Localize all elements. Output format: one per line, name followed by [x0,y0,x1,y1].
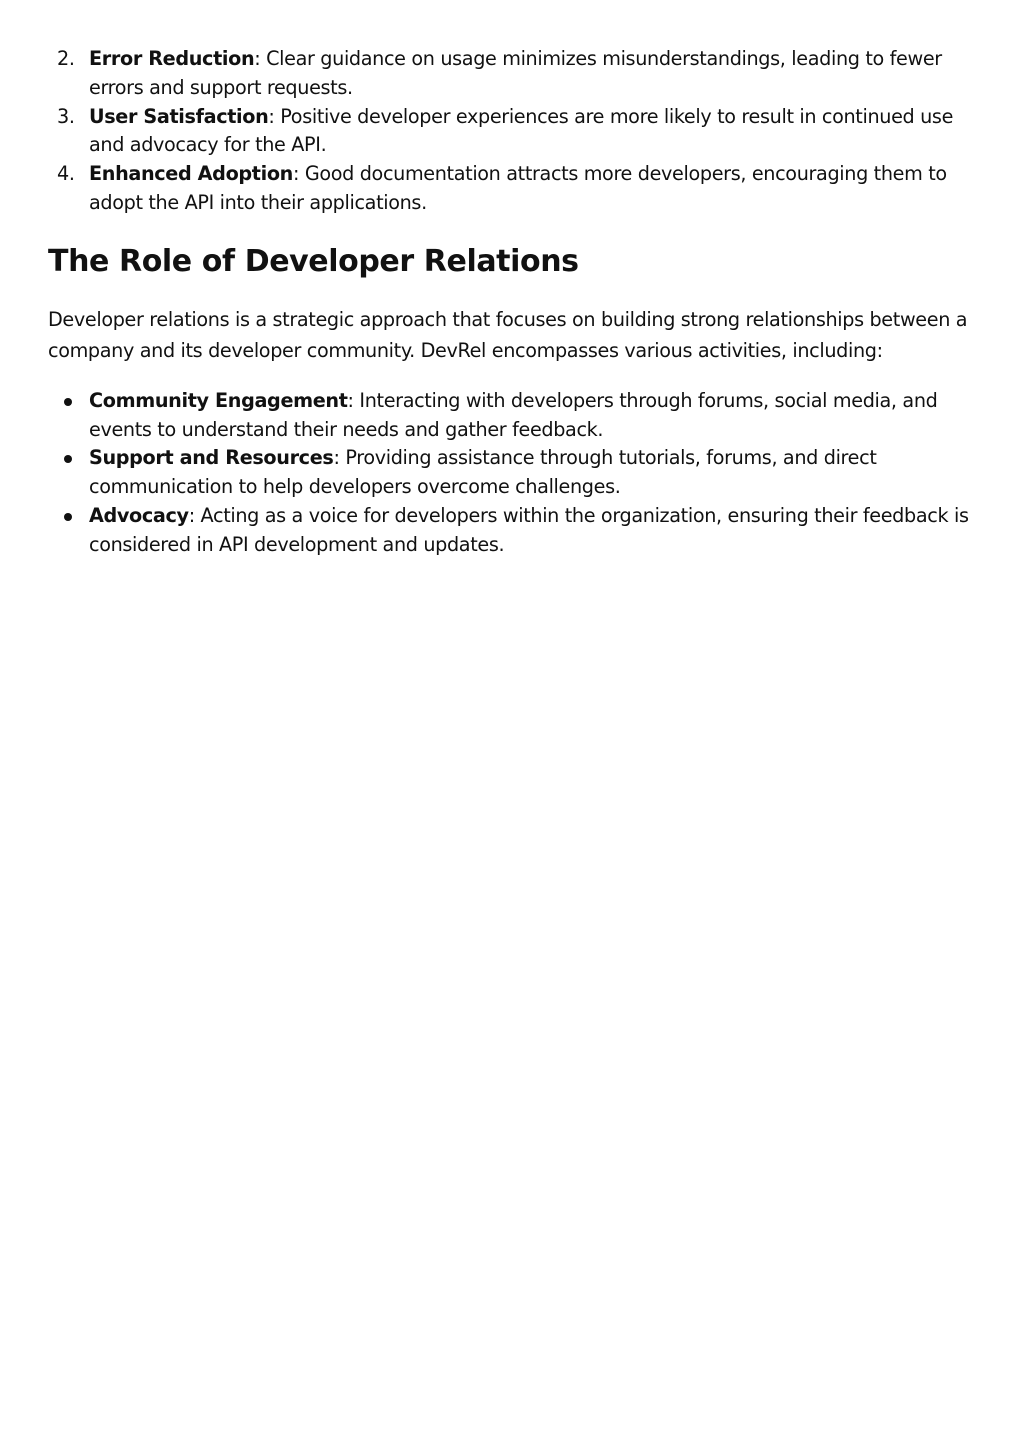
bullet-icon [64,455,72,463]
list-item [48,160,978,218]
list-item-text: : Providing assistance through tutorials, forums, and direct communication to help developers overcome challenges. [89,446,877,499]
list-item [48,45,978,103]
bullet-icon [64,398,72,406]
list-item [48,502,978,560]
list-number: 3. [57,104,75,128]
section-heading: The Role of Developer Relations [48,243,579,279]
list-item-term: User Satisfaction [89,104,269,128]
list-item-term: Community Engagement [89,388,348,412]
list-item [48,103,978,161]
list-item-term: Support and Resources [89,446,334,470]
numbered-list [48,45,978,218]
list-item [48,387,978,445]
list-item-term: Error Reduction [89,47,255,70]
list-item-text: : Acting as a voice for developers within the organization, ensuring their feedback is considered in API development and updates. [89,503,969,556]
list-item-text: : Interacting with developers through forums, social media, and events to understand their needs and gather feedback. [89,388,938,441]
list-number: 2. [57,47,75,70]
list-item-text: : Positive developer experiences are more likely to result in continued use and advocacy for the API. [89,104,954,157]
list-item-text: : Clear guidance on usage minimizes misunderstandings, leading to fewer errors and support requests. [89,47,942,99]
list-item-term: Advocacy [89,503,189,527]
list-item-term: Enhanced Adoption [89,162,293,186]
document-page [48,45,978,560]
bullet-icon [64,513,72,521]
list-number: 4. [57,162,75,186]
bullet-list [48,387,978,560]
list-item [48,444,978,502]
list-item-text: : Good documentation attracts more developers, encouraging them to adopt the API into their applications. [89,162,947,214]
section-paragraph: Developer relations is a strategic approach that focuses on building strong relationships between a company and its developer community. DevRel encompasses various activities, including: [48,307,968,363]
